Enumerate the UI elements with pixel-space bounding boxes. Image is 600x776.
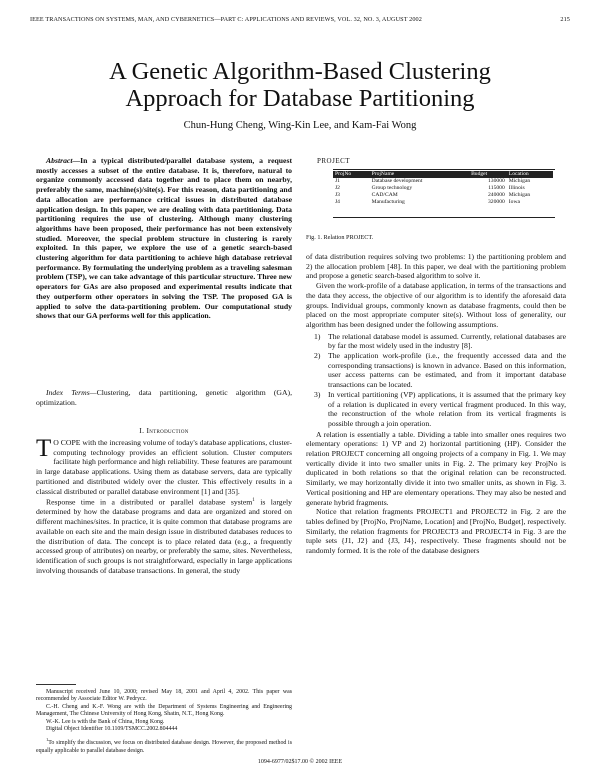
list-number: 2): [314, 351, 321, 361]
column-header: ProjName: [370, 171, 469, 178]
doi-note: Digital Object Identifier 10.1109/TSMCC.2002.804444: [46, 726, 178, 733]
right-paragraph-1: of data distribution requires solving two problems: 1) the partitioning problem and 2) the allocation problem [48]. In this paper, we deal with the partitioning problem and propose a genetic search-based algorithm to solve it.: [306, 252, 566, 281]
list-text: In vertical partitioning (VP) applications, it is assumed that the primary key of a relation is duplicated in every vertical fragment produced. In this way, the reconstruction of the whole relation from its vertical fragments is possible through a join operation.: [328, 389, 566, 428]
table-cell: J3: [335, 191, 340, 198]
affiliation-note-1: C.-H. Cheng and K.-F. Wong are with the Department of Systems Engineering and Engineering Management, The Chinese University of Hong Kong, Shatin, N.T., Hong Kong.: [36, 703, 292, 718]
right-paragraph-2: Given the work-profile of a database application, in terms of the transactions and the data they access, the objective of our algorithm is to identify the aforesaid data groups. Individual groups, commonly known as database fragments, could then be placed on the most appropriate computer site(s). Without loss of generality, our algorithm has been designed under the following assumptions.: [306, 281, 566, 329]
index-terms-text: Clustering, data partitioning, genetic algorithm (GA), optimization.: [36, 388, 292, 407]
table-header-row: [333, 171, 553, 178]
table-cell: Database development: [371, 177, 423, 184]
copyright-footer: 1094-6977/02$17.00 © 2002 IEEE: [257, 759, 343, 765]
footnote-1-marker: 1: [46, 737, 49, 743]
footnotes: [36, 689, 292, 755]
list-text: The application work-profile (i.e., the frequently accessed data and the corresponding transactions) is known in advance. Based on this information, user access patterns can be estimated, and from it important database transactions can be located.: [328, 351, 566, 390]
footnote-rule: [36, 684, 76, 685]
abstract: [36, 156, 292, 321]
table-cell: CAD/CAM: [371, 191, 398, 198]
footnote-1-text: To simplify the discussion, we focus on distributed database design. However, the proposed method is equally applicable to parallel database design.: [36, 740, 292, 754]
column-header: ProjNo: [333, 171, 370, 178]
affiliation-note-2: W.-K. Lee is with the Bank of China, Hong Kong.: [46, 718, 165, 725]
assumptions-list: [306, 332, 566, 429]
table-row: [333, 178, 553, 185]
table-row: [333, 192, 553, 199]
table-cell: Manufacturing: [371, 198, 405, 205]
list-item: [306, 351, 566, 390]
paper-title: [0, 58, 600, 112]
section-title: Introduction: [146, 426, 189, 435]
right-paragraph-4: Notice that relation fragments PROJECT1 and PROJECT2 in Fig. 2 are the tables defined by [ProjNo, ProjName, Location] and [ProjNo, Budget], respectively. Similarly, the relation fragments for PROJECT3 and PROJECT4 in Fig. 3 are the tuple sets {J1, J2} and {J3, J4}, respectively. These fragments should not be randomly formed. It is the role of the database designers: [306, 507, 566, 556]
table-cell: 320000: [488, 198, 505, 205]
figure-caption: Fig. 1. Relation PROJECT.: [306, 234, 374, 241]
table-cell: 240000: [488, 191, 505, 198]
title-line-2: Approach for Database Partitioning: [125, 85, 475, 112]
introduction-body: [36, 435, 292, 575]
title-line-1: A Genetic Algorithm-Based Clustering: [109, 58, 491, 85]
abstract-label: Abstract—: [46, 156, 81, 165]
journal-name: IEEE TRANSACTIONS ON SYSTEMS, MAN, AND CYBERNETICS—PART C: APPLICATIONS AND REVIEWS, VOL. 32, NO. 3, AUGUST 2002: [30, 16, 422, 23]
index-terms: [36, 388, 292, 407]
table-cell: Michigan: [508, 177, 531, 184]
running-header: [30, 16, 570, 23]
drop-cap: T: [36, 435, 52, 462]
table-cell: Iowa: [508, 198, 520, 205]
list-item: [306, 332, 566, 351]
list-number: 1): [314, 331, 321, 341]
table-cell: J4: [335, 198, 340, 205]
table-cell: 115000: [488, 184, 505, 191]
table-cell: Illinois: [508, 184, 525, 191]
list-text: The relational database model is assumed. Currently, relational databases are by far the most widely used in the industry [8].: [328, 331, 566, 351]
section-number: I.: [139, 426, 145, 435]
table-cell: J2: [335, 184, 340, 191]
section-heading: [36, 426, 292, 435]
figure-relation-label: PROJECT: [317, 157, 351, 165]
list-item: [306, 390, 566, 429]
figure-top-rule: [333, 169, 555, 170]
list-number: 3): [314, 389, 321, 399]
column-header: Budget: [469, 171, 507, 178]
right-column-body: [306, 252, 566, 556]
table-row: [333, 199, 553, 206]
index-terms-label: Index Terms—: [46, 388, 97, 397]
column-header: Location: [507, 171, 553, 178]
table-cell: Group technology: [371, 184, 413, 191]
intro-paragraph-2-rest: is largely determined by how the database programs and data are organized and stored on different machines/sites. In practice, it is quite common that database programs are available on each site and the main design issue in distributed databases reduces to the distribution of data. The concept is to place related data (e.g., a frequently accessed group of attributes) on nearby, or preferably the same, sites. Nevertheless, identification of such groups is not straightforward, especially in large applications involving thousands of database transactions. In general, the study: [36, 497, 292, 575]
author-list: Chun-Hung Cheng, Wing-Kin Lee, and Kam-Fai Wong: [183, 120, 417, 131]
manuscript-note: Manuscript received June 10, 2000; revised May 18, 2001 and April 4, 2002. This paper was recommended by Associate Editor W. Pedrycz.: [36, 689, 292, 703]
table-cell: Michigan: [508, 191, 531, 198]
intro-paragraph-2: Response time in a distributed or parallel database system: [46, 497, 253, 507]
page-number: 215: [560, 16, 570, 23]
intro-paragraph-1: O COPE with the increasing volume of today's database applications, cluster-computing technology provides an efficient solution. Cluster computers facilitate high performance and high reliability. These features are paramount in large database applications. Using them as database servers, data are typically partitioned and distributed widely over the cluster. This effectively results in a classical distributed or parallel database environment [1] and [35].: [36, 438, 292, 496]
table-cell: J1: [335, 177, 340, 184]
table-row: [333, 185, 553, 192]
figure-bottom-rule: [333, 217, 555, 218]
project-relation-table: [333, 171, 553, 206]
abstract-text: In a typical distributed/parallel database system, a request mostly accesses a subset of the entire database. It is, therefore, natural to organize commonly accessed data together and to place them on nearby, preferably the same, machine(s)/site(s). For this reason, data partitioning and data allocation are performance critical issues in distributed database application design. In this paper, we are dealing with data partitioning. Data partitioning requires the use of clustering. Although many clustering algorithms have been proposed, their performance has not been extensively studied. Moreover, the special problem structure in clustering is rarely exploited. In this paper, we explore the use of a genetic search-based clustering algorithm for data partitioning to achieve high database retrieval performance. By formulating the underlying problem as a traveling salesman problem (TSP), we can take advantage of this particular structure. Three new operators for GAs are also proposed and experimental results indicate that they outperform other operators in solving the TSP. The proposed GA is applied to solve the data-partitioning problem. Our computational study shows that our GA performs well for this application.: [36, 156, 292, 321]
footnote-ref-1: 1: [252, 498, 255, 504]
right-paragraph-3: A relation is essentially a table. Dividing a table into smaller ones requires two elementary operations: 1) VP and 2) horizontal partitioning (HP). Consider the relation PROJECT concerning all ongoing projects of a company in Fig. 1. We may vertically divide it into two smaller units in Fig. 2. The primary key ProjNo is duplicated in both relations so that the original relation can be reconstructed. Similarly, we may horizontally divide it into two smaller units, as shown in Fig. 3. Vertical positioning and HP are elementary operations. They may also be nested and generate hybrid fragments.: [306, 429, 566, 507]
table-cell: 130000: [488, 177, 505, 184]
